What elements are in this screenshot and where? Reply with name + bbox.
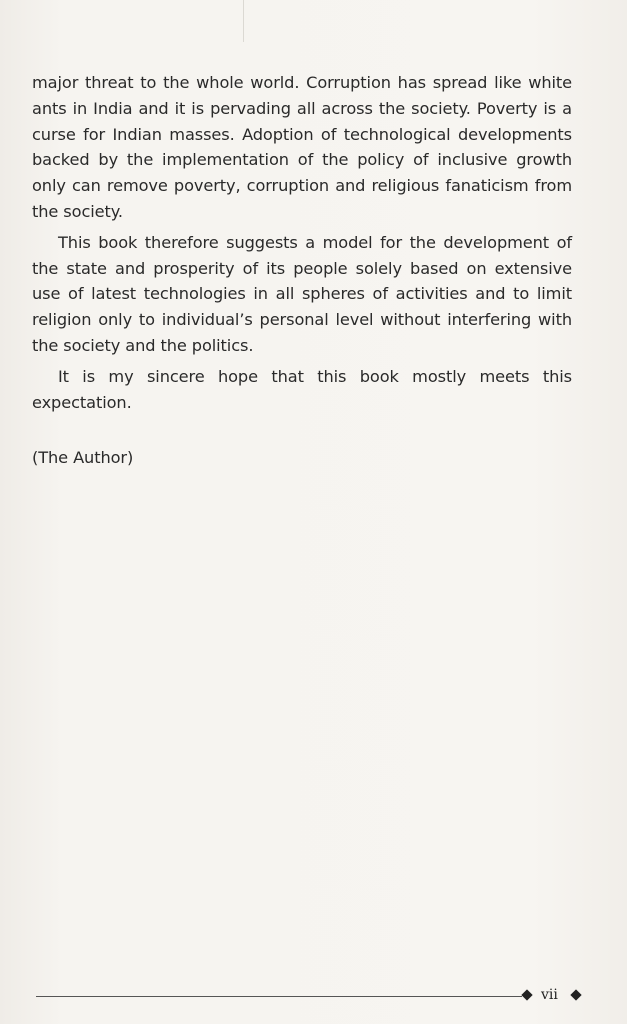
- diamond-ornament-left-icon: [521, 989, 532, 1000]
- paragraph-book-model: This book therefore suggests a model for the development of the state and prosperity of its people solely based on extensive use of latest technologies in all spheres of activities and to limit religion only to individual’s personal level without interfering with the society and the politics.: [32, 232, 572, 355]
- page-footer: [36, 987, 586, 1007]
- body-text: [32, 70, 572, 471]
- fold-mark: [243, 0, 244, 42]
- paragraph-continued: major threat to the whole world. Corruption has spread like white ants in India and it is pervading all across the society. Poverty is a curse for Indian masses. Adoption of technological developments backed by the implementation of the policy of inclusive growth only can remove poverty, corruption and religious fanaticism from the society.: [32, 73, 572, 221]
- paragraph-hope: It is my sincere hope that this book mostly meets this expectation.: [32, 366, 572, 412]
- page-number: vii: [541, 987, 558, 1003]
- diamond-ornament-right-icon: [570, 989, 581, 1000]
- author-signature: (The Author): [32, 448, 134, 468]
- footer-rule: [36, 996, 522, 997]
